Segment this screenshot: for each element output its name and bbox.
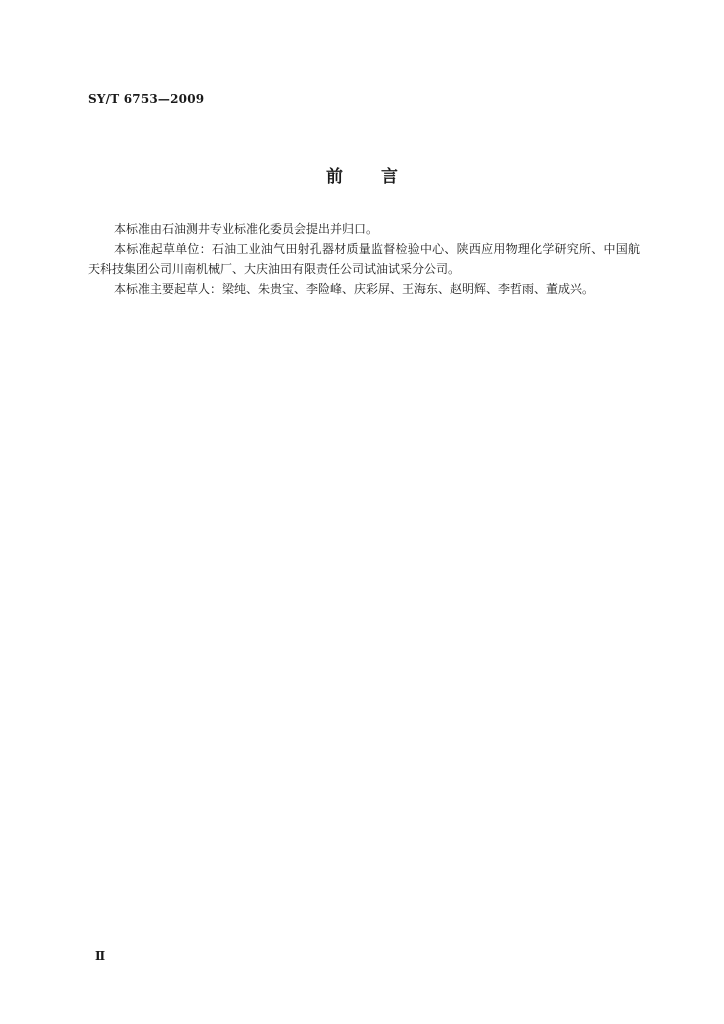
foreword-body (88, 219, 640, 299)
standard-code: SY/T 6753—2009 (88, 92, 205, 106)
paragraph-drafters: 本标准主要起草人：梁纯、朱贵宝、李险峰、庆彩屏、王海东、赵明辉、李哲雨、董成兴。 (114, 282, 595, 296)
page-title: 前言 (326, 167, 436, 187)
paragraph-drafting-units: 本标准起草单位：石油工业油气田射孔器材质量监督检验中心、陕西应用物理化学研究所、中国航天科技集团公司川南机械厂、大庆油田有限责任公司试油试采分公司。 (88, 242, 640, 276)
paragraph-proposer: 本标准由石油测井专业标准化委员会提出并归口。 (114, 222, 379, 236)
page-number: Ⅱ (95, 949, 106, 963)
